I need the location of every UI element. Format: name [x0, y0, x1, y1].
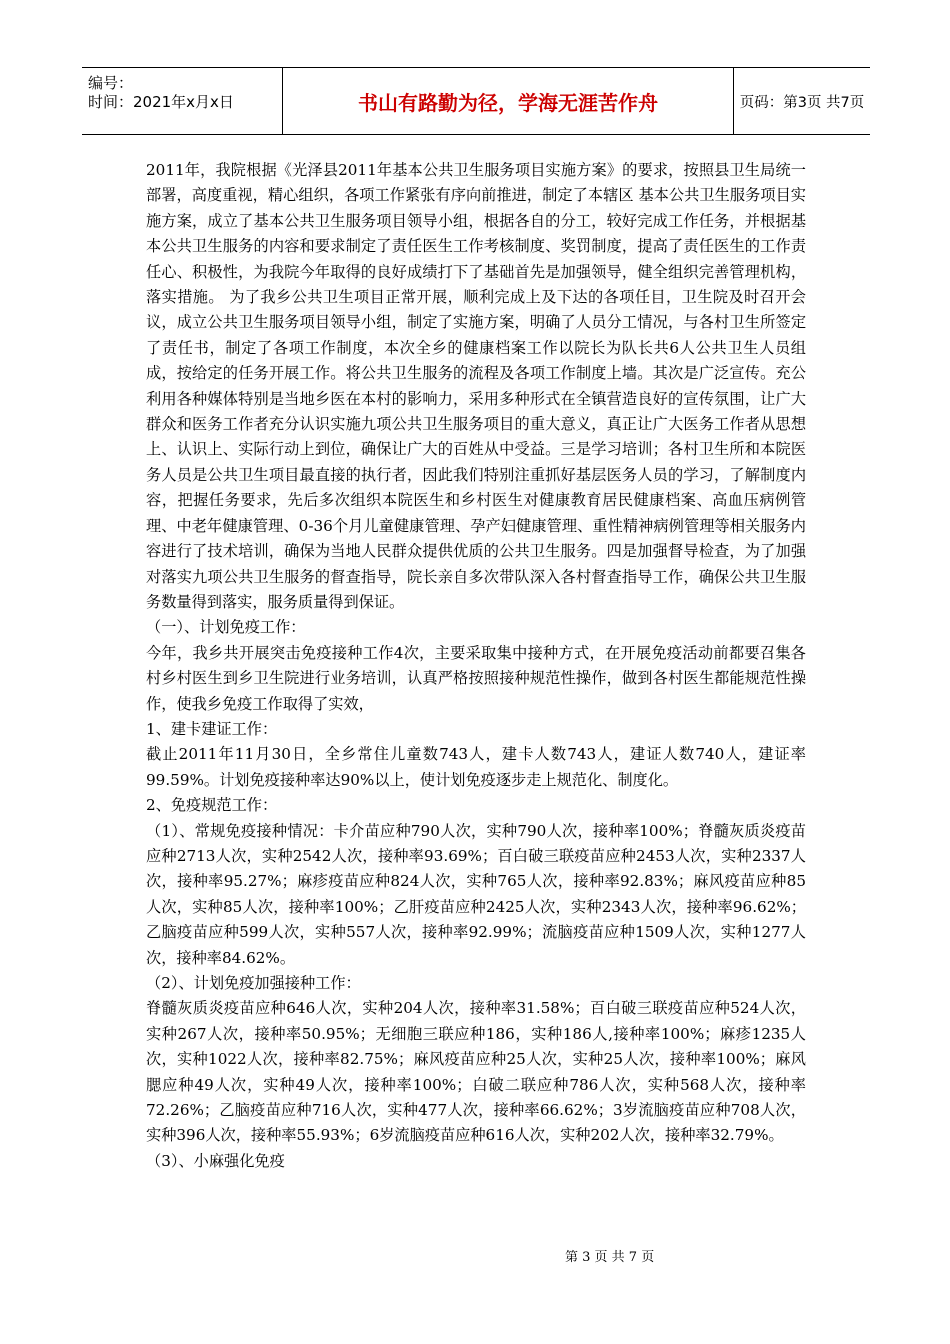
body-paragraph: （1）、常规免疫接种情况：卡介苗应种790人次，实种790人次，接种率100%；脊髓灰质炎疫苗应种2713人次，实种2542人次，接种率93.69%；百白破三联疫苗应种2453人次，实种2337人次，接种率95.27%；麻疹疫苗应种824人次，实种765人次，接种率92.83%；麻风疫苗应种85人次，实种85人次，接种率100%；乙肝疫苗应种2425人次，实种2343人次，接种率96.62%；乙脑疫苗应种599人次，实种557人次，接种率92.99%；流脑疫苗应种1509人次，实种1277人次，接种率84.62%。	[146, 821, 806, 967]
subsection-heading: 2、免疫规范工作：	[146, 796, 278, 815]
footer-page-number: 第 3 页 共 7 页	[565, 1250, 655, 1265]
document-date: 时间：2021年x月x日	[88, 93, 234, 111]
document-body	[146, 158, 806, 1174]
subsection-heading: 1、建卡建证工作：	[146, 719, 278, 738]
body-paragraph: 截止2011年11月30日，全乡常住儿童数743人，建卡人数743人，建证人数740人，建证率99.59%。计划免疫接种率达90%以上，使计划免疫逐步走上规范化、制度化。	[146, 745, 806, 789]
subsection-heading: （2）、计划免疫加强接种工作：	[146, 974, 361, 992]
body-paragraph-intro: 2011年，我院根据《光泽县2011年基本公共卫生服务项目实施方案》的要求，按照县卫生局统一部署，高度重视，精心组织，各项工作紧张有序向前推进，制定了本辖区 基本公共卫生服务项目实施方案，成立了基本公共卫生服务项目领导小组，根据各自的分工，较好完成工作任务，并根据基本公共卫生服务的内容和要求制定了责任医生工作考核制度、奖罚制度，提高了责任医生的工作责任心、积极性，为我院今年取得的良好成绩打下了基础首先是加强领导，健全组织完善管理机构，落实措施。 为了我乡公共卫生项目正常开展，顺利完成上及下达的各项任目，卫生院及时召开会议，成立公共卫生服务项目领导小组，制定了实施方案，明确了人员分工情况，与各村卫生所签定了责任书，制定了各项工作制度，本次全乡的健康档案工作以院长为队长共6人公共卫生人员组成，按给定的任务开展工作。将公共卫生服务的流程及各项工作制度上墙。其次是广泛宣传。充公利用各种媒体特别是当地乡医在本村的影响力，采用多种形式在全镇营造良好的宣传氛围，让广大群众和医务工作者充分认识实施九项公共卫生服务项目的重大意义，真正让广大医务工作者从思想上、认识上、实际行动上到位，确保让广大的百姓从中受益。三是学习培训；各村卫生所和本院医务人员是公共卫生项目最直接的执行者，因此我们特别注重抓好基层医务人员的学习，了解制度内容，把握任务要求，先后多次组织本院医生和乡村医生对健康教育居民健康档案、高血压病例管理、中老年健康管理、0-36个月儿童健康管理、孕产妇健康管理、重性精神病例管理等相关服务内容进行了技术培训，确保为当地人民群众提供优质的公共卫生服务。四是加强督导检查，为了加强对落实九项公共卫生服务的督查指导，院长亲自多次带队深入各村督查指导工作，确保公共卫生服务数量得到落实，服务质量得到保证。	[146, 161, 806, 611]
body-paragraph: 今年，我乡共开展突击免疫接种工作4次，主要采取集中接种方式，在开展免疫活动前都要召集各村乡村医生到乡卫生院进行业务培训，认真严格按照接种规范性操作，做到各村医生都能规范性操作，使我乡免疫工作取得了实效，	[146, 643, 806, 713]
header-page-info: 页码：第3页 共7页	[739, 94, 865, 111]
document-number-label: 编号：	[88, 74, 134, 92]
subsection-heading: （3）、小麻强化免疫	[146, 1151, 285, 1170]
header-slogan: 书山有路勤为径，学海无涯苦作舟	[358, 90, 658, 115]
header-meta-cell	[82, 68, 282, 134]
header-table	[82, 67, 870, 135]
body-paragraph: 脊髓灰质炎疫苗应种646人次，实种204人次，接种率31.58%；百白破三联疫苗应种524人次，实种267人次，接种率50.95%；无细胞三联应种186，实种186人,接种率100%；麻疹1235人次，实种1022人次，接种率82.75%；麻风疫苗应种25人次，实种25人次，接种率100%；麻风腮应种49人次，实种49人次，接种率100%；白破二联应种786人次，实种568人次，接种率72.26%；乙脑疫苗应种716人次，实种477人次，接种率66.62%；3岁流脑疫苗应种708人次，实种396人次，接种率55.93%；6岁流脑疫苗应种616人次，实种202人次，接种率32.79%。	[146, 999, 806, 1145]
section-heading-immunization: （一）、计划免疫工作：	[146, 618, 306, 637]
